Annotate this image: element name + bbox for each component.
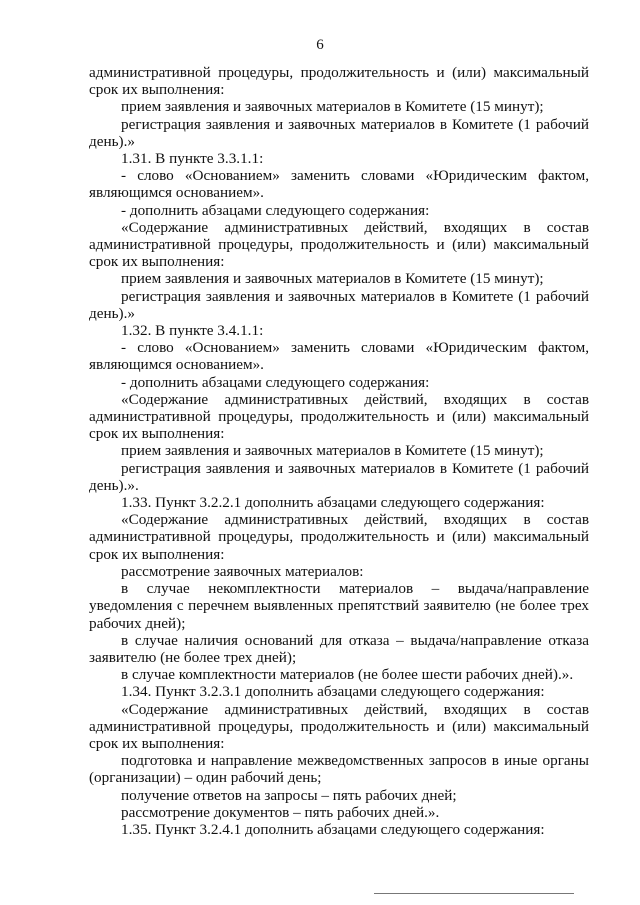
page-number: 6 — [316, 37, 324, 53]
scan-edge-line — [374, 893, 574, 894]
paragraph: прием заявления и заявочных материалов в Комитете (15 минут); — [121, 270, 544, 288]
paragraph: рассмотрение заявочных материалов: — [121, 562, 364, 580]
paragraph: «Содержание административных действий, входящих в состав административной процедуры, продолжительность и (или) максимальный срок их выполнения: — [89, 218, 589, 271]
paragraph: «Содержание административных действий, входящих в состав административной процедуры, продолжительность и (или) максимальный срок их выполнения: — [89, 390, 589, 443]
paragraph: 1.35. Пункт 3.2.4.1 дополнить абзацами следующего содержания: — [121, 820, 545, 838]
paragraph: 1.31. В пункте 3.3.1.1: — [121, 150, 264, 168]
paragraph: прием заявления и заявочных материалов в Комитете (15 минут); — [121, 442, 544, 460]
paragraph: - дополнить абзацами следующего содержания: — [121, 373, 430, 391]
paragraph: в случае некомплектности материалов – выдача/направление уведомления с перечнем выявленных препятствий заявителю (не более трех рабочих дней); — [89, 580, 589, 632]
paragraph: «Содержание административных действий, входящих в состав административной процедуры, продолжительность и (или) максимальный срок их выполнения: — [89, 700, 589, 752]
paragraph: 1.32. В пункте 3.4.1.1: — [121, 322, 264, 340]
paragraph: «Содержание административных действий, входящих в состав административной процедуры, продолжительность и (или) максимальный срок их выполнения: — [89, 511, 589, 563]
paragraph: 1.34. Пункт 3.2.3.1 дополнить абзацами следующего содержания: — [121, 683, 545, 701]
paragraph: - дополнить абзацами следующего содержания: — [121, 201, 430, 219]
paragraph: - слово «Основанием» заменить словами «Юридическим фактом, являющимся основанием». — [89, 339, 589, 374]
paragraph: регистрация заявления и заявочных материалов в Комитете (1 рабочий день).». — [89, 459, 589, 494]
paragraph: получение ответов на запросы – пять рабочих дней; — [121, 786, 457, 804]
paragraph: 1.33. Пункт 3.2.2.1 дополнить абзацами следующего содержания: — [121, 494, 545, 512]
paragraph: в случае комплектности материалов (не более шести рабочих дней).». — [121, 666, 574, 684]
document-body — [89, 64, 589, 838]
paragraph: в случае наличия оснований для отказа – выдача/направление отказа заявителю (не более трех дней); — [89, 631, 589, 666]
paragraph: рассмотрение документов – пять рабочих дней.». — [121, 803, 440, 821]
paragraph: административной процедуры, продолжительность и (или) максимальный срок их выполнения: — [89, 64, 589, 99]
paragraph: регистрация заявления и заявочных материалов в Комитете (1 рабочий день).» — [89, 115, 589, 150]
paragraph: подготовка и направление межведомственных запросов в иные органы (организации) – один рабочий день; — [89, 752, 589, 787]
paragraph: прием заявления и заявочных материалов в Комитете (15 минут); — [121, 98, 544, 116]
paragraph: - слово «Основанием» заменить словами «Юридическим фактом, являющимся основанием». — [89, 167, 589, 202]
paragraph: регистрация заявления и заявочных материалов в Комитете (1 рабочий день).» — [89, 287, 589, 322]
